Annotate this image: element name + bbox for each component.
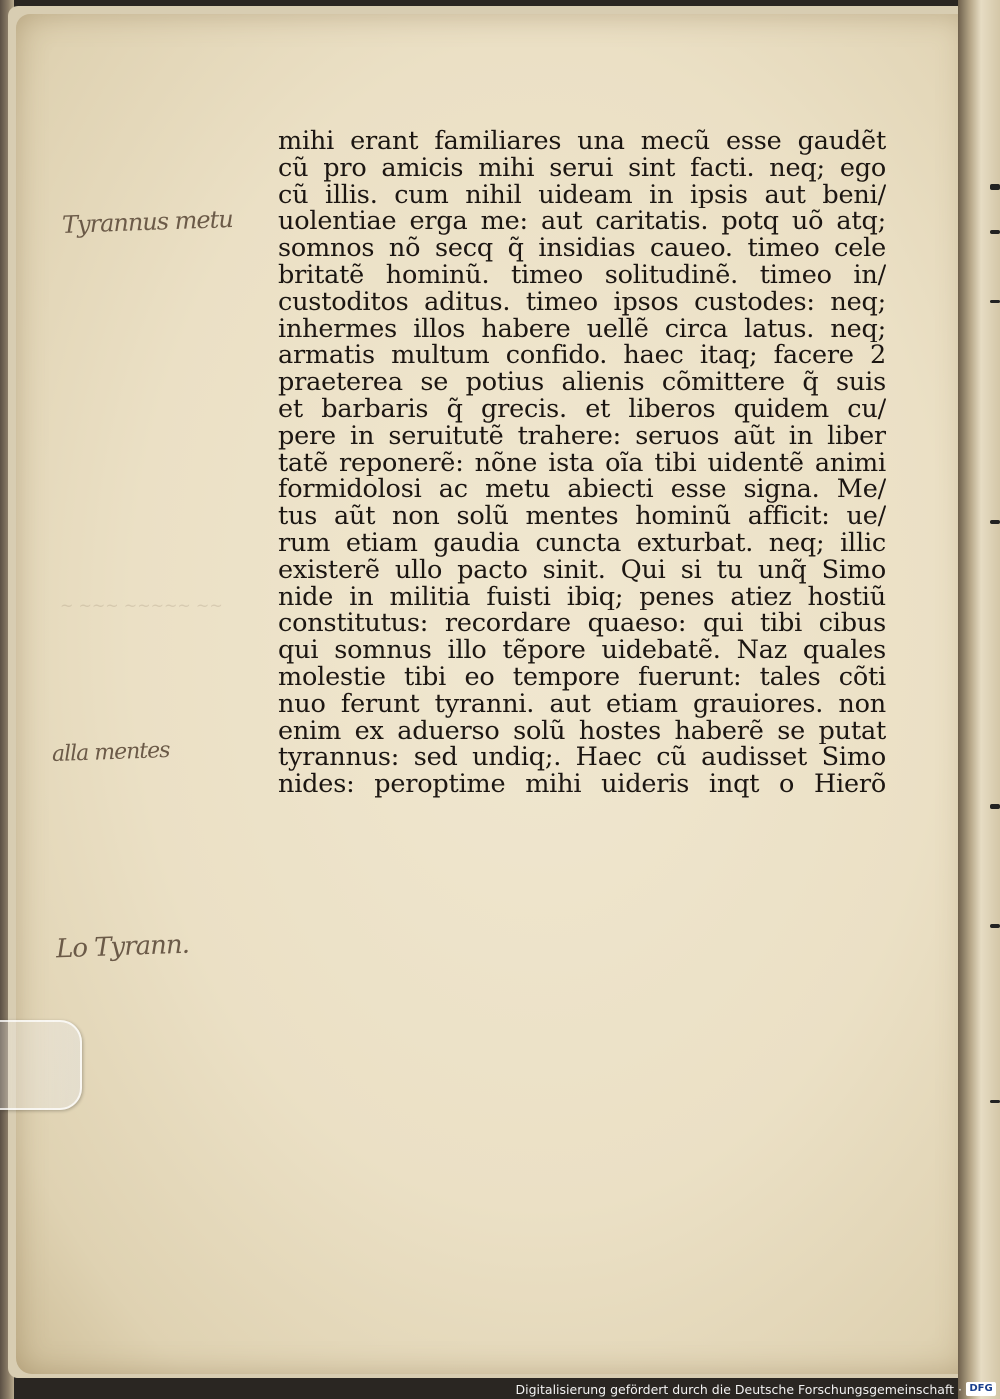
text-line: nide in militia fuisti ibiq; penes atiez hostiũ [278, 583, 886, 611]
text-line: armatis multum confido. haec itaq; facere 2 [278, 342, 886, 370]
plastic-page-clip [0, 1020, 82, 1110]
text-line: enim ex aduerso solũ hostes haberẽ se putat [278, 717, 886, 745]
text-line: formidolosi ac metu abiecti esse signa. Me/ [278, 476, 886, 504]
dfg-logo: DFG [966, 1382, 996, 1396]
text-line: inhermes illos habere uellẽ circa latus. neq; [278, 315, 886, 343]
text-line: custoditos aditus. timeo ipsos custodes: neq; [278, 288, 886, 316]
text-line: somnos nõ secq q̃ insidias caueo. timeo cele [278, 235, 886, 262]
text-line: uolentiae erga me: aut caritatis. potq uõ atq; [278, 208, 886, 236]
text-line: pere in seruitutẽ trahere: seruos aũt in liber [278, 422, 886, 450]
text-line: nuo ferunt tyranni. aut etiam grauiores. non [278, 690, 886, 718]
text-line: cũ illis. cum nihil uideam in ipsis aut beni/ [278, 181, 886, 209]
marginal-note: Tyrannus metu [61, 205, 234, 239]
text-line: praeterea se potius alienis cõmittere q̃ suis [278, 369, 886, 396]
text-line: rum etiam gaudia cuncta exturbat. neq; illic [278, 529, 886, 557]
text-line: britatẽ hominũ. timeo solitudinẽ. timeo in/ [278, 261, 886, 289]
text-line: cũ pro amicis mihi serui sint facti. neq; ego [278, 154, 886, 182]
marginal-note: Lo Tyrann. [55, 929, 190, 965]
text-line: mihi erant familiares una mecũ esse gaudẽt [278, 128, 886, 155]
text-line: tatẽ reponerẽ: nõne ista oĩa tibi uidentẽ animi [278, 449, 886, 477]
text-line: qui somnus illo tẽpore uidebatẽ. Naz quales [278, 637, 886, 664]
text-line: tus aũt non solũ mentes hominũ afficit: ue/ [278, 503, 886, 530]
digitization-credit: Digitalisierung gefördert durch die Deutsche Forschungsgemeinschaft · [515, 1382, 962, 1397]
text-line: et barbaris q̃ grecis. et liberos quidem cu/ [278, 395, 886, 423]
text-line: existerẽ ullo pacto sinit. Qui si tu unq̃ Simo [278, 556, 886, 584]
text-line: constitutus: recordare quaeso: qui tibi cibus [278, 610, 886, 638]
text-line: tyrannus: sed undiq;. Haec cũ audisset Simo [278, 744, 886, 772]
marginal-note: alla mentes [51, 737, 170, 768]
show-through-text: ~ ~~~ ~~~~~ ~~ [60, 596, 223, 615]
gutter-marks [990, 0, 1000, 1399]
text-line: molestie tibi eo tempore fuerunt: tales cõti [278, 663, 886, 691]
printed-text-block [278, 128, 886, 798]
text-line: nides: peroptime mihi uideris inqt o Hierõ [278, 771, 886, 798]
